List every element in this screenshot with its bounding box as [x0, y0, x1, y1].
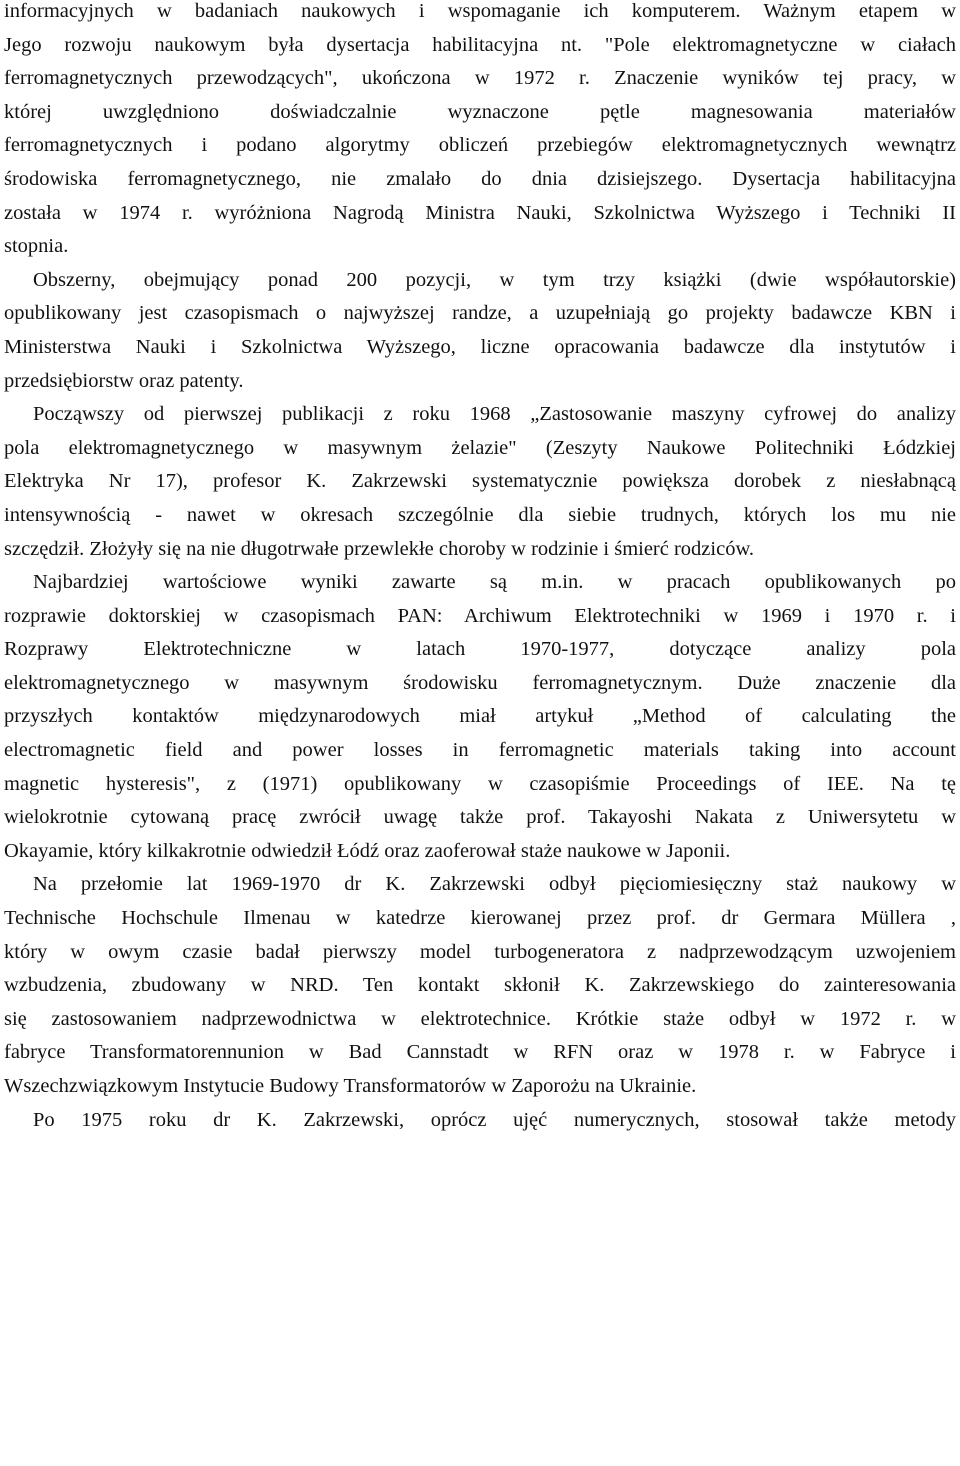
text-line: intensywnością - nawet w okresach szczególnie dla siebie trudnych, których los mu nie	[4, 503, 956, 526]
text-line: Wszechzwiązkowym Instytucie Budowy Transformatorów w Zaporożu na Ukrainie.	[4, 1075, 697, 1097]
text-line: Okayamie, który kilkakrotnie odwiedził Łódź oraz zaoferował staże naukowe w Japonii.	[4, 839, 731, 862]
text-line: fabryce Transformatorennunion w Bad Cannstadt w RFN oraz w 1978 r. w Fabryce i	[4, 1041, 956, 1064]
text-line: ferromagnetycznych przewodzących", ukończona w 1972 r. Znaczenie wyników tej pracy, w	[4, 67, 956, 90]
text-line: której uwzględniono doświadczalnie wyznaczone pętle magnesowania materiałów	[4, 100, 956, 123]
text-line: Technische Hochschule Ilmenau w katedrze kierowanej przez prof. dr Germara Müllera ,	[4, 907, 956, 930]
text-line: Elektryka Nr 17), profesor K. Zakrzewski systematycznie powiększa dorobek z niesłabnącą	[4, 470, 956, 493]
text-line: środowiska ferromagnetycznego, nie zmalało do dnia dzisiejszego. Dysertacja habilitacyjna	[4, 167, 956, 190]
text-line: Obszerny, obejmujący ponad 200 pozycji, w tym trzy książki (dwie współautorskie)	[33, 268, 956, 291]
text-line: się zastosowaniem nadprzewodnictwa w elektrotechnice. Krótkie staże odbył w 1972 r. w	[4, 1007, 956, 1030]
text-line: ferromagnetycznych i podano algorytmy obliczeń przebiegów elektromagnetycznych wewnątrz	[4, 134, 956, 157]
text-line: Ministerstwa Nauki i Szkolnictwa Wyższego, liczne opracowania badawcze dla instytutów i	[4, 335, 956, 358]
text-line: który w owym czasie badał pierwszy model turbogeneratora z nadprzewodzącym uzwojeniem	[4, 940, 956, 963]
text-line: została w 1974 r. wyróżniona Nagrodą Ministra Nauki, Szkolnictwa Wyższego i Techniki II	[4, 201, 956, 224]
text-line: Po 1975 roku dr K. Zakrzewski, oprócz ujęć numerycznych, stosował także metody	[33, 1108, 956, 1131]
text-line: szczędził. Złożyły się na nie długotrwałe przewlekłe choroby w rodzinie i śmierć rodziców.	[4, 537, 755, 560]
text-line: Na przełomie lat 1969-1970 dr K. Zakrzewski odbył pięciomiesięczny staż naukowy w	[33, 873, 956, 896]
text-line: magnetic hysteresis", z (1971) opublikowany w czasopiśmie Proceedings of IEE. Na tę	[4, 772, 956, 795]
text-line: wielokrotnie cytowaną pracę zwrócił uwagę także prof. Takayoshi Nakata z Uniwersytetu w	[4, 806, 956, 829]
text-line: przedsiębiorstw oraz patenty.	[4, 369, 244, 392]
text-line: Począwszy od pierwszej publikacji z roku 1968 „Zastosowanie maszyny cyfrowej do analizy	[33, 403, 956, 426]
text-line: pola elektromagnetycznego w masywnym żelazie" (Zeszyty Naukowe Politechniki Łódzkiej	[4, 436, 956, 459]
text-line: Jego rozwoju naukowym była dysertacja habilitacyjna nt. "Pole elektromagnetyczne w ciałach	[4, 33, 956, 56]
text-line: Najbardziej wartościowe wyniki zawarte są m.in. w pracach opublikowanych po	[33, 571, 956, 594]
text-line: wzbudzenia, zbudowany w NRD. Ten kontakt skłonił K. Zakrzewskiego do zainteresowania	[4, 974, 956, 997]
text-line: przyszłych kontaktów międzynarodowych miał artykuł „Method of calculating the	[4, 705, 956, 728]
text-line: stopnia.	[4, 235, 69, 258]
text-line: Rozprawy Elektrotechniczne w latach 1970-1977, dotyczące analizy pola	[4, 638, 956, 661]
text-line: electromagnetic field and power losses in ferromagnetic materials taking into account	[4, 739, 956, 762]
text-line: rozprawie doktorskiej w czasopismach PAN: Archiwum Elektrotechniki w 1969 i 1970 r. i	[4, 604, 956, 627]
text-line: opublikowany jest czasopismach o najwyższej randze, a uzupełniają go projekty badawcze KBN i	[4, 302, 956, 325]
text-line: elektromagnetycznego w masywnym środowisku ferromagnetycznym. Duże znaczenie dla	[4, 671, 956, 694]
text-line: informacyjnych w badaniach naukowych i wspomaganie ich komputerem. Ważnym etapem w	[4, 0, 956, 22]
